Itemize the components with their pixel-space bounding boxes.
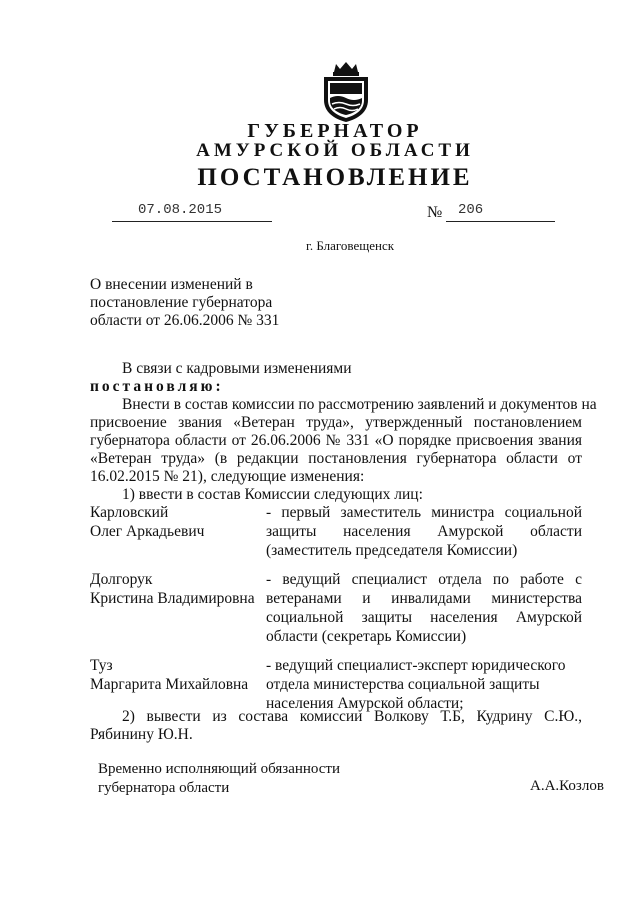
member-role: - ведущий специалист-эксперт юридического отдела министерства социальной защиты населения Амурской области; [266, 657, 566, 712]
item-2: 2) вывести из состава комиссии Волкову Т.Б, Кудрину С.Ю., [122, 708, 582, 725]
number-underline [446, 221, 555, 222]
subject-block [90, 276, 279, 330]
signatory-name: А.А.Козлов [530, 778, 604, 794]
member-name: Туз Маргарита Михайловна [90, 657, 249, 693]
item-1: 1) ввести в состав Комиссии следующих лиц: [122, 486, 423, 503]
paragraph-line: 16.02.2015 № 21), следующие изменения: [90, 468, 365, 485]
paragraph-line: «Ветеран труда» (в редакции постановления губернатора области от [90, 450, 582, 467]
region-title: АМУРСКОЙ ОБЛАСТИ [196, 140, 474, 161]
member-name: Долгорук Кристина Владимировна [90, 571, 255, 607]
item-2-continuation: Рябинину Ю.Н. [90, 726, 193, 743]
paragraph-line: присвоение звания «Ветеран труда», утвержденный постановлением [90, 414, 582, 431]
subject-line: постановление губернатора [90, 294, 273, 311]
paragraph-line: губернатора области от 26.06.2006 № 331 «О порядке присвоения звания [90, 432, 582, 449]
preamble: В связи с кадровыми изменениями [122, 360, 352, 377]
document-number: 206 [458, 202, 484, 218]
subject-line: области от 26.06.2006 № 331 [90, 312, 280, 329]
city: г. Благовещенск [305, 238, 395, 253]
decree-word: постановляю: [90, 378, 224, 395]
document-date: 07.08.2015 [138, 202, 223, 218]
number-label: № [427, 204, 443, 221]
paragraph-line: Внести в состав комиссии по рассмотрению заявлений и документов на [122, 396, 597, 413]
authority-title: ГУБЕРНАТОР [247, 120, 423, 142]
coat-of-arms-icon [318, 60, 374, 124]
member-role: - ведущий специалист отдела по работе с ветеранами и инвалидами министерства социальной защиты населения Амурской области (секретарь Комиссии) [266, 571, 582, 645]
subject-line: О внесении изменений в [90, 276, 253, 293]
date-underline [112, 221, 272, 222]
member-name: Карловский Олег Аркадьевич [90, 504, 205, 540]
document-type: ПОСТАНОВЛЕНИЕ [197, 164, 473, 191]
signatory-position: Временно исполняющий обязанности губернатора области [98, 761, 341, 796]
member-role: - первый заместитель министра социальной защиты населения Амурской области (заместитель председателя Комиссии) [266, 504, 582, 559]
